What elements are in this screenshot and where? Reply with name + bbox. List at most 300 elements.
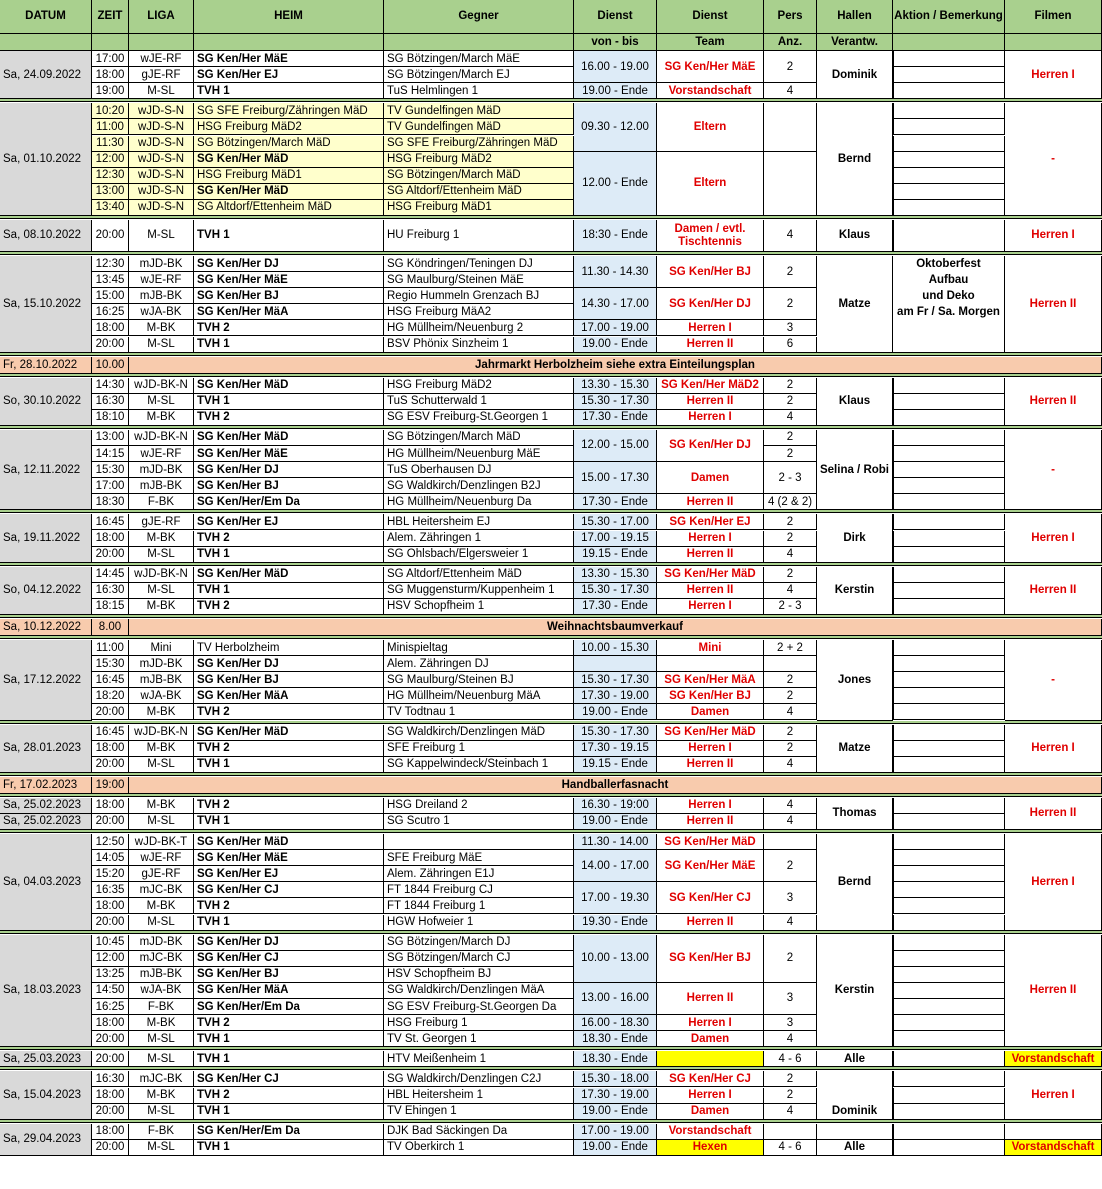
game-time: 13:45 <box>92 272 129 288</box>
duty-time: 17.30 - 19.00 <box>574 1088 657 1104</box>
separator <box>0 374 1102 377</box>
hall-responsible: Dominik <box>817 1071 893 1119</box>
duty-team: Herren I <box>657 741 764 757</box>
game-league: mJD-BK <box>129 256 194 272</box>
duty-team: Herren I <box>657 1088 764 1104</box>
duty-time: 15.30 - 17.30 <box>574 394 657 410</box>
date-cell: Sa, 18.03.2023 <box>0 935 92 1048</box>
duty-team: Herren II <box>657 983 764 1015</box>
game-home: TVH 2 <box>194 798 384 814</box>
game-home: SG Ken/Her MäE <box>194 272 384 288</box>
action-field <box>893 999 1005 1015</box>
game-time: 19:00 <box>92 83 129 99</box>
game-opponent: SG Bötzingen/March MäD <box>384 168 574 184</box>
game-opponent: HSG Freiburg 1 <box>384 1015 574 1031</box>
game-home: SG Ken/Her MäD <box>194 430 384 446</box>
separator <box>0 1120 1102 1123</box>
banner-text: Jahrmarkt Herbolzheim siehe extra Einteilungsplan <box>129 357 1102 374</box>
duty-team: Eltern <box>657 103 764 151</box>
action-field <box>893 882 1005 898</box>
duty-persons: 3 <box>764 1015 817 1031</box>
duty-time: 16.00 - 19.00 <box>574 51 657 83</box>
duty-persons: 4 <box>764 757 817 773</box>
game-time: 18:30 <box>92 494 129 510</box>
game-league: mJD-BK <box>129 462 194 478</box>
game-home: TVH 1 <box>194 1140 384 1156</box>
game-time: 20:00 <box>92 1051 129 1067</box>
game-opponent: SG ESV Freiburg-St.Georgen Da <box>384 999 574 1015</box>
game-home: TVH 1 <box>194 1051 384 1067</box>
game-opponent: Alem. Zähringen E1J <box>384 866 574 882</box>
action-field <box>893 410 1005 426</box>
game-league: M-SL <box>129 83 194 99</box>
action-note: am Fr / Sa. Morgen <box>893 304 1005 320</box>
game-opponent: FT 1844 Freiburg CJ <box>384 882 574 898</box>
game-league: wJD-S-N <box>129 200 194 216</box>
duty-time: 19.00 - Ende <box>574 704 657 720</box>
game-home: TVH 2 <box>194 704 384 720</box>
game-opponent: HSV Schopfheim BJ <box>384 967 574 983</box>
game-time: 20:00 <box>92 1140 129 1156</box>
game-league: wJD-S-N <box>129 184 194 200</box>
duty-team: SG Ken/Her DJ <box>657 430 764 462</box>
date-cell: So, 04.12.2022 <box>0 567 92 615</box>
banner-time: 19:00 <box>92 777 129 794</box>
duty-persons: 2 <box>764 446 817 462</box>
subheader-4 <box>384 34 574 51</box>
film-team: Herren I <box>1005 725 1102 773</box>
game-opponent: TV Todtnau 1 <box>384 704 574 720</box>
game-home: SG Ken/Her MäD <box>194 184 384 200</box>
action-field <box>893 850 1005 866</box>
game-opponent: SG Scutro 1 <box>384 814 574 830</box>
game-time: 18:20 <box>92 688 129 704</box>
duty-team: Herren I <box>657 531 764 547</box>
game-home: SG Ken/Her DJ <box>194 256 384 272</box>
game-league: M-BK <box>129 320 194 336</box>
duty-persons: 2 <box>764 850 817 882</box>
date-cell: Sa, 25.03.2023 <box>0 1051 92 1067</box>
game-league: M-SL <box>129 1031 194 1047</box>
hall-responsible: Jones <box>817 640 893 721</box>
duty-time: 19.00 - Ende <box>574 1104 657 1120</box>
duty-persons: 4 - 6 <box>764 1051 817 1067</box>
duty-persons: 4 <box>764 83 817 99</box>
game-time: 17:00 <box>92 478 129 494</box>
duty-persons: 2 <box>764 672 817 688</box>
game-opponent: SG Waldkirch/Denzlingen C2J <box>384 1071 574 1087</box>
duty-persons: 2 <box>764 1088 817 1104</box>
game-opponent: SG Köndringen/Teningen DJ <box>384 256 574 272</box>
duty-time: 15.00 - 17.30 <box>574 462 657 494</box>
duty-persons: 2 <box>764 256 817 288</box>
header-0: DATUM <box>0 0 92 34</box>
game-league: M-SL <box>129 547 194 563</box>
header-6: Dienst <box>657 0 764 34</box>
date-cell: Sa, 19.11.2022 <box>0 514 92 562</box>
duty-team: Mini <box>657 640 764 656</box>
date-cell: Sa, 08.10.2022 <box>0 220 92 252</box>
duty-time: 17.00 - 19.30 <box>574 882 657 914</box>
game-home: TVH 1 <box>194 583 384 599</box>
action-field <box>893 152 1005 168</box>
game-opponent: HG Müllheim/Neuenburg MäE <box>384 446 574 462</box>
game-opponent: HSV Schopfheim 1 <box>384 599 574 615</box>
hall-responsible: Matze <box>817 256 893 353</box>
hall-responsible: Alle <box>817 1140 893 1156</box>
action-field <box>893 1140 1005 1156</box>
action-field <box>893 967 1005 983</box>
game-league: wJD-S-N <box>129 119 194 135</box>
game-opponent: SG ESV Freiburg-St.Georgen 1 <box>384 410 574 426</box>
game-league: wJE-RF <box>129 850 194 866</box>
game-league: mJB-BK <box>129 478 194 494</box>
game-league: mJB-BK <box>129 967 194 983</box>
duty-time: 17.30 - Ende <box>574 410 657 426</box>
date-cell: Sa, 28.01.2023 <box>0 725 92 773</box>
action-field <box>893 1071 1005 1087</box>
duty-persons: 2 - 3 <box>764 462 817 494</box>
game-time: 13:00 <box>92 430 129 446</box>
game-league: wJA-BK <box>129 304 194 320</box>
duty-team: SG Ken/Her MäD <box>657 567 764 583</box>
duty-persons: 4 <box>764 220 817 252</box>
separator <box>0 615 1102 618</box>
game-home: TVH 2 <box>194 531 384 547</box>
game-home: SG Ken/Her/Em Da <box>194 1124 384 1140</box>
duty-time: 19.15 - Ende <box>574 547 657 563</box>
game-time: 20:00 <box>92 704 129 720</box>
hall-responsible: Dirk <box>817 514 893 562</box>
duty-time: 19.00 - Ende <box>574 814 657 830</box>
duty-time: 17.00 - 19.15 <box>574 531 657 547</box>
game-time: 16:30 <box>92 1071 129 1087</box>
game-time: 14:30 <box>92 378 129 394</box>
game-time: 14:45 <box>92 567 129 583</box>
game-opponent: SG Maulburg/Steinen BJ <box>384 672 574 688</box>
game-league: F-BK <box>129 494 194 510</box>
game-opponent: HBL Heitersheim EJ <box>384 514 574 530</box>
game-home: HSG Freiburg MäD2 <box>194 119 384 135</box>
duty-team: Hexen <box>657 1140 764 1156</box>
film-team: Herren I <box>1005 220 1102 252</box>
hall-responsible: Kerstin <box>817 567 893 615</box>
game-league: wJA-BK <box>129 688 194 704</box>
game-home: SG Ken/Her MäD <box>194 567 384 583</box>
game-home: TVH 2 <box>194 410 384 426</box>
game-opponent: TuS Schutterwald 1 <box>384 394 574 410</box>
date-cell: Sa, 25.02.2023 <box>0 798 92 814</box>
hall-responsible: Bernd <box>817 834 893 931</box>
separator <box>0 1067 1102 1070</box>
game-time: 18:00 <box>92 320 129 336</box>
game-league: M-BK <box>129 704 194 720</box>
duty-persons: 2 <box>764 1071 817 1087</box>
duty-persons: 2 - 3 <box>764 599 817 615</box>
separator <box>0 563 1102 566</box>
separator <box>0 830 1102 833</box>
film-team: Herren I <box>1005 514 1102 562</box>
game-opponent: SG Waldkirch/Denzlingen MäA <box>384 983 574 999</box>
date-cell: Sa, 04.03.2023 <box>0 834 92 931</box>
game-home: SG Ken/Her BJ <box>194 672 384 688</box>
game-time: 18:00 <box>92 1088 129 1104</box>
game-opponent: HG Müllheim/Neuenburg Da <box>384 494 574 510</box>
game-opponent <box>384 834 574 850</box>
duty-persons: 2 <box>764 514 817 530</box>
game-home: SG Ken/Her CJ <box>194 882 384 898</box>
hall-responsible: Matze <box>817 725 893 773</box>
duty-team: Eltern <box>657 152 764 216</box>
action-field <box>893 656 1005 672</box>
game-time: 20:00 <box>92 547 129 563</box>
game-opponent: Regio Hummeln Grenzach BJ <box>384 288 574 304</box>
subheader-2 <box>129 34 194 51</box>
game-time: 12:50 <box>92 834 129 850</box>
action-field <box>893 798 1005 814</box>
game-opponent: HSG Freiburg MäD2 <box>384 152 574 168</box>
game-league: wJE-RF <box>129 51 194 67</box>
duty-time: 10.00 - 15.30 <box>574 640 657 656</box>
duty-team: SG Ken/Her CJ <box>657 1071 764 1087</box>
game-home: SG Ken/Her MäD <box>194 152 384 168</box>
action-field <box>893 67 1005 83</box>
game-time: 18:00 <box>92 531 129 547</box>
game-time: 12:00 <box>92 951 129 967</box>
duty-team: Herren I <box>657 599 764 615</box>
game-home: SG Ken/Her MäA <box>194 688 384 704</box>
game-time: 14:15 <box>92 446 129 462</box>
duty-team: Herren II <box>657 757 764 773</box>
game-opponent: SG Bötzingen/March EJ <box>384 67 574 83</box>
game-opponent: SG Altdorf/Ettenheim MäD <box>384 184 574 200</box>
game-home: SG Ken/Her CJ <box>194 1071 384 1087</box>
game-home: TVH 2 <box>194 1015 384 1031</box>
duty-persons: 6 <box>764 337 817 353</box>
hall-responsible: Selina / Robi <box>817 430 893 511</box>
game-opponent: SG Bötzingen/March MäE <box>384 51 574 67</box>
game-home: SG Ken/Her BJ <box>194 288 384 304</box>
game-time: 13:00 <box>92 184 129 200</box>
game-league: wJD-S-N <box>129 152 194 168</box>
game-time: 14:50 <box>92 983 129 999</box>
game-league: F-BK <box>129 999 194 1015</box>
game-home: TVH 1 <box>194 394 384 410</box>
duty-persons <box>764 103 817 151</box>
duty-persons: 2 <box>764 688 817 704</box>
duty-team: Herren I <box>657 320 764 336</box>
separator <box>0 426 1102 429</box>
action-field <box>893 640 1005 656</box>
duty-persons <box>764 834 817 850</box>
game-time: 16:45 <box>92 725 129 741</box>
duty-persons: 2 <box>764 741 817 757</box>
separator <box>0 931 1102 934</box>
game-time: 20:00 <box>92 337 129 353</box>
game-opponent: SFE Freiburg MäE <box>384 850 574 866</box>
game-opponent: SG SFE Freiburg/Zähringen MäD <box>384 136 574 152</box>
duty-persons: 2 <box>764 288 817 320</box>
separator <box>0 636 1102 639</box>
game-league: F-BK <box>129 1124 194 1140</box>
film-team: Herren I <box>1005 1071 1102 1119</box>
game-home: SG Ken/Her DJ <box>194 935 384 951</box>
game-time: 18:10 <box>92 410 129 426</box>
duty-time: 19.30 - Ende <box>574 915 657 931</box>
film-team: Herren I <box>1005 834 1102 931</box>
game-time: 12:30 <box>92 256 129 272</box>
duty-persons <box>764 656 817 672</box>
game-opponent: SG Maulburg/Steinen MäE <box>384 272 574 288</box>
subheader-6: Team <box>657 34 764 51</box>
game-time: 13:40 <box>92 200 129 216</box>
hall-responsible: Dominik <box>817 51 893 99</box>
duty-team: Herren II <box>657 337 764 353</box>
subheader-7: Anz. <box>764 34 817 51</box>
duty-persons: 3 <box>764 320 817 336</box>
game-opponent: FT 1844 Freiburg 1 <box>384 898 574 914</box>
game-opponent: TV Ehingen 1 <box>384 1104 574 1120</box>
date-cell: Sa, 01.10.2022 <box>0 103 92 216</box>
game-time: 16:30 <box>92 583 129 599</box>
duty-team: Herren I <box>657 410 764 426</box>
game-time: 16:25 <box>92 304 129 320</box>
game-league: mJB-BK <box>129 672 194 688</box>
banner-date: Sa, 10.12.2022 <box>0 619 92 636</box>
game-home: TVH 2 <box>194 741 384 757</box>
game-league: M-SL <box>129 757 194 773</box>
banner-text: Handballerfasnacht <box>129 777 1102 794</box>
game-league: gJE-RF <box>129 866 194 882</box>
game-league: wJD-BK-N <box>129 430 194 446</box>
duty-time: 15.30 - 17.30 <box>574 583 657 599</box>
game-league: wJE-RF <box>129 446 194 462</box>
action-field <box>893 462 1005 478</box>
game-home: SG Altdorf/Ettenheim MäD <box>194 200 384 216</box>
duty-persons: 2 <box>764 430 817 446</box>
game-time: 16:30 <box>92 394 129 410</box>
header-7: Pers <box>764 0 817 34</box>
game-opponent: HSG Dreiland 2 <box>384 798 574 814</box>
game-home: SG Ken/Her BJ <box>194 478 384 494</box>
game-opponent: DJK Bad Säckingen Da <box>384 1124 574 1140</box>
game-time: 18:15 <box>92 599 129 615</box>
header-10: Filmen <box>1005 0 1102 34</box>
game-opponent: SG Bötzingen/March CJ <box>384 951 574 967</box>
hall-empty <box>817 1124 893 1140</box>
game-home: TVH 1 <box>194 220 384 252</box>
game-league: M-BK <box>129 599 194 615</box>
duty-time: 09.30 - 12.00 <box>574 103 657 151</box>
action-field <box>893 51 1005 67</box>
duty-time: 17.30 - Ende <box>574 599 657 615</box>
action-field <box>893 814 1005 830</box>
duty-time: 18.30 - Ende <box>574 1051 657 1067</box>
duty-time: 10.00 - 13.00 <box>574 935 657 983</box>
game-league: wJE-RF <box>129 272 194 288</box>
duty-persons: 4 <box>764 583 817 599</box>
header-4: Gegner <box>384 0 574 34</box>
film-team: Vorstandschaft <box>1005 1140 1102 1156</box>
game-home: TVH 1 <box>194 1031 384 1047</box>
action-field <box>893 478 1005 494</box>
hall-responsible: Klaus <box>817 378 893 426</box>
action-field <box>893 514 1005 530</box>
film-team: - <box>1005 103 1102 216</box>
duty-team: Herren II <box>657 394 764 410</box>
action-field <box>893 1015 1005 1031</box>
game-league: M-BK <box>129 410 194 426</box>
duty-time: 17.30 - 19.00 <box>574 688 657 704</box>
game-opponent: SG Waldkirch/Denzlingen B2J <box>384 478 574 494</box>
duty-time: 19.15 - Ende <box>574 757 657 773</box>
duty-persons: 4 <box>764 547 817 563</box>
action-field <box>893 1088 1005 1104</box>
game-opponent: SG Altdorf/Ettenheim MäD <box>384 567 574 583</box>
action-field <box>893 935 1005 951</box>
duty-persons: 2 + 2 <box>764 640 817 656</box>
game-home: TVH 1 <box>194 337 384 353</box>
duty-persons: 4 - 6 <box>764 1140 817 1156</box>
game-home: TVH 1 <box>194 83 384 99</box>
action-field <box>893 494 1005 510</box>
duty-time: 13.30 - 15.30 <box>574 567 657 583</box>
game-time: 15:20 <box>92 866 129 882</box>
action-note: Oktoberfest <box>893 256 1005 272</box>
game-time: 12:30 <box>92 168 129 184</box>
film-team: Herren II <box>1005 378 1102 426</box>
action-note: und Deko <box>893 288 1005 304</box>
game-opponent: TV Gundelfingen MäD <box>384 103 574 119</box>
game-league: M-SL <box>129 337 194 353</box>
game-home: TVH 1 <box>194 1104 384 1120</box>
game-opponent: Alem. Zähringen 1 <box>384 531 574 547</box>
duty-persons: 3 <box>764 882 817 914</box>
film-team: - <box>1005 430 1102 511</box>
game-league: M-SL <box>129 1051 194 1067</box>
duty-team: Herren I <box>657 1015 764 1031</box>
game-opponent: HGW Hofweier 1 <box>384 915 574 931</box>
game-opponent: HSG Freiburg MäD1 <box>384 200 574 216</box>
separator <box>0 353 1102 356</box>
game-home: SG Ken/Her MäE <box>194 446 384 462</box>
duty-persons: 4 <box>764 915 817 931</box>
game-home: TVH 2 <box>194 320 384 336</box>
game-home: SG Ken/Her EJ <box>194 67 384 83</box>
game-time: 11:30 <box>92 136 129 152</box>
game-opponent: TV Gundelfingen MäD <box>384 119 574 135</box>
game-time: 18:00 <box>92 67 129 83</box>
action-field <box>893 378 1005 394</box>
game-time: 20:00 <box>92 757 129 773</box>
game-league: M-SL <box>129 583 194 599</box>
header-5: Dienst <box>574 0 657 34</box>
game-opponent: SG Ohlsbach/Elgersweier 1 <box>384 547 574 563</box>
action-field <box>893 567 1005 583</box>
game-home: SG Ken/Her MäD <box>194 834 384 850</box>
hall-responsible: Alle <box>817 1051 893 1067</box>
duty-time: 18:30 - Ende <box>574 220 657 252</box>
game-time: 20:00 <box>92 1031 129 1047</box>
duty-team: Herren II <box>657 915 764 931</box>
action-field <box>893 1051 1005 1067</box>
duty-team: SG Ken/Her MäE <box>657 850 764 882</box>
action-field <box>893 200 1005 216</box>
subheader-1 <box>92 34 129 51</box>
separator <box>0 510 1102 513</box>
duty-team: SG Ken/Her MäA <box>657 672 764 688</box>
duty-persons: 4 <box>764 410 817 426</box>
